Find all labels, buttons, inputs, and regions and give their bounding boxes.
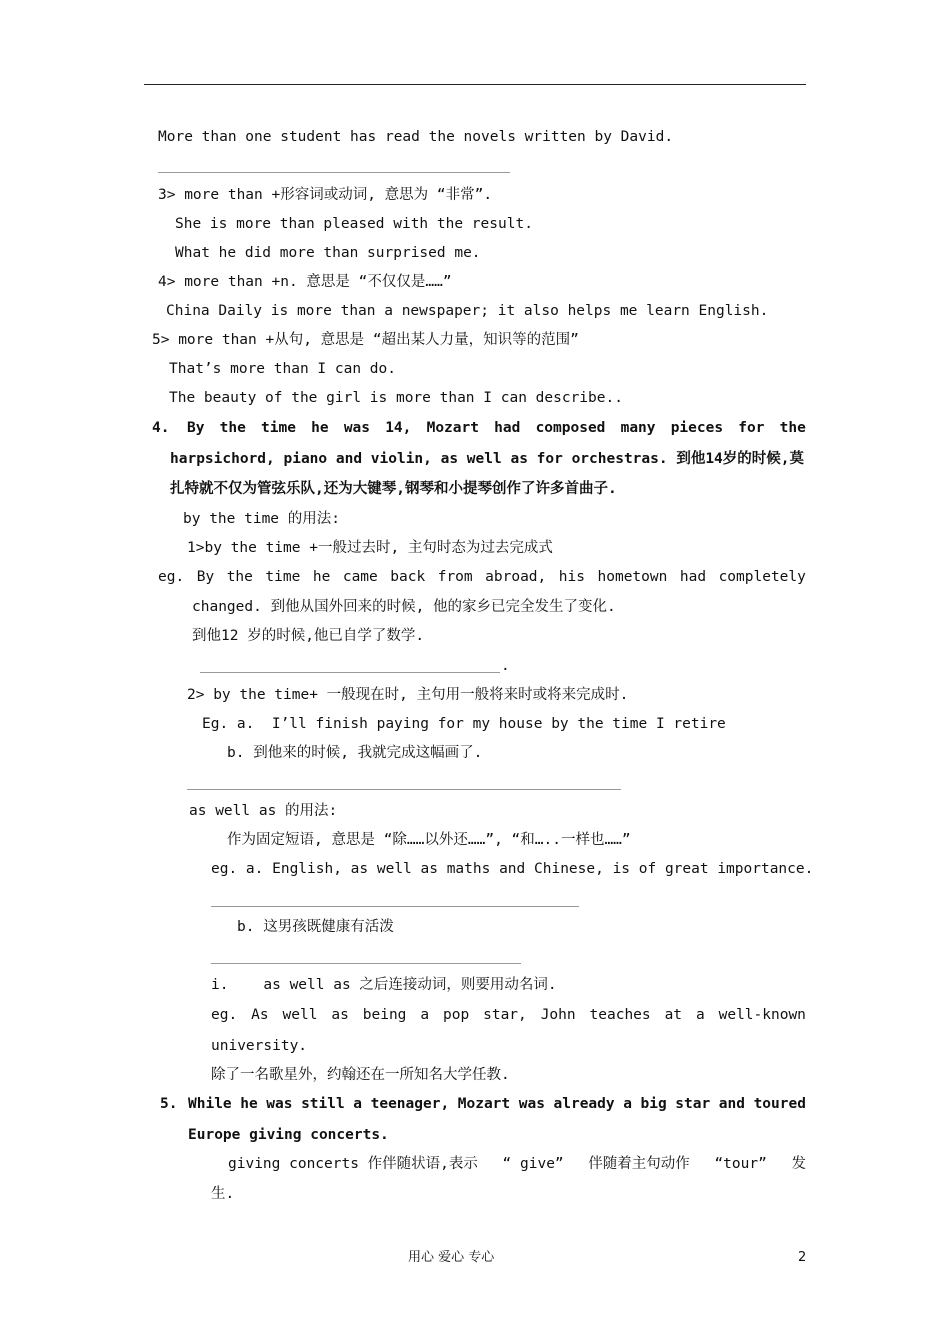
justified-line: While he was still a teenager, Mozart was already a big star and toured xyxy=(188,1096,806,1112)
text-line: 4> more than +n. 意思是 “不仅仅是……” xyxy=(158,274,452,290)
answer-blank[interactable] xyxy=(211,963,521,964)
text-line: What he did more than surprised me. xyxy=(175,245,481,261)
text-line: 到他12 岁的时候,他已自学了数学. xyxy=(192,628,425,644)
justified-line: eg. As well as being a pop star, John teaches at a well-known xyxy=(211,1007,806,1023)
page-number: 2 xyxy=(798,1250,807,1265)
text-line: changed. 到他从国外回来的时候, 他的家乡已完全发生了变化. xyxy=(192,599,616,615)
text-line: The beauty of the girl is more than I can describe.. xyxy=(169,390,623,406)
justified-line: By the time he was 14, Mozart had composed many pieces for the xyxy=(187,420,806,436)
text-line: 3> more than +形容词或动词, 意思为 “非常”. xyxy=(158,187,493,203)
text-line: 作为固定短语, 意思是 “除……以外还……”, “和…..一样也……” xyxy=(227,832,631,848)
text-line: She is more than pleased with the result. xyxy=(175,216,533,232)
header-rule xyxy=(144,84,806,85)
text-line: 生. xyxy=(211,1186,235,1202)
answer-blank[interactable] xyxy=(200,672,500,673)
text-line: i. as well as 之后连接动词，则要用动名词. xyxy=(211,977,557,993)
text-line: harpsichord, piano and violin, as well as for orchestras. 到他14岁的时候,莫 xyxy=(170,451,805,467)
answer-blank[interactable] xyxy=(187,789,621,790)
text-line: 2> by the time+ 一般现在时, 主句用一般将来时或将来完成时. xyxy=(187,687,629,703)
text-line: 5> more than +从句, 意思是 “超出某人力量，知识等的范围” xyxy=(152,332,579,348)
justified-line: eg. By the time he came back from abroad, his hometown had completely xyxy=(158,569,806,585)
text-line: eg. a. English, as well as maths and Chinese, is of great importance. xyxy=(211,861,814,877)
text-line: That’s more than I can do. xyxy=(169,361,396,377)
text-line: More than one student has read the novels written by David. xyxy=(158,129,674,145)
text-line: 除了一名歌星外，约翰还在一所知名大学任教. xyxy=(211,1067,510,1083)
justified-line: giving concerts 作伴随状语,表示 “ give” 伴随着主句动作 “tour” 发 xyxy=(228,1156,806,1172)
text-line: b. 到他来的时候, 我就完成这幅画了. xyxy=(227,745,483,761)
text-line: university. xyxy=(211,1038,308,1054)
item-number: 5. xyxy=(160,1096,178,1112)
text-line: by the time 的用法: xyxy=(183,511,340,527)
text-line: Eg. a. I’ll finish paying for my house by the time I retire xyxy=(202,716,726,732)
text-line: as well as 的用法: xyxy=(189,803,338,819)
text-line: b. 这男孩既健康有活泼 xyxy=(237,919,394,935)
text-line: Europe giving concerts. xyxy=(188,1127,389,1143)
text-line: . xyxy=(501,658,510,674)
answer-blank[interactable] xyxy=(211,906,579,907)
item-number: 4. xyxy=(152,420,170,436)
text-line: 1>by the time +一般过去时, 主句时态为过去完成式 xyxy=(187,540,553,556)
text-line: 扎特就不仅为管弦乐队,还为大键琴,钢琴和小提琴创作了许多首曲子. xyxy=(170,481,617,497)
answer-blank[interactable] xyxy=(158,172,510,173)
footer-motto: 用心 爱心 专心 xyxy=(408,1250,495,1265)
text-line: China Daily is more than a newspaper; it also helps me learn English. xyxy=(166,303,769,319)
